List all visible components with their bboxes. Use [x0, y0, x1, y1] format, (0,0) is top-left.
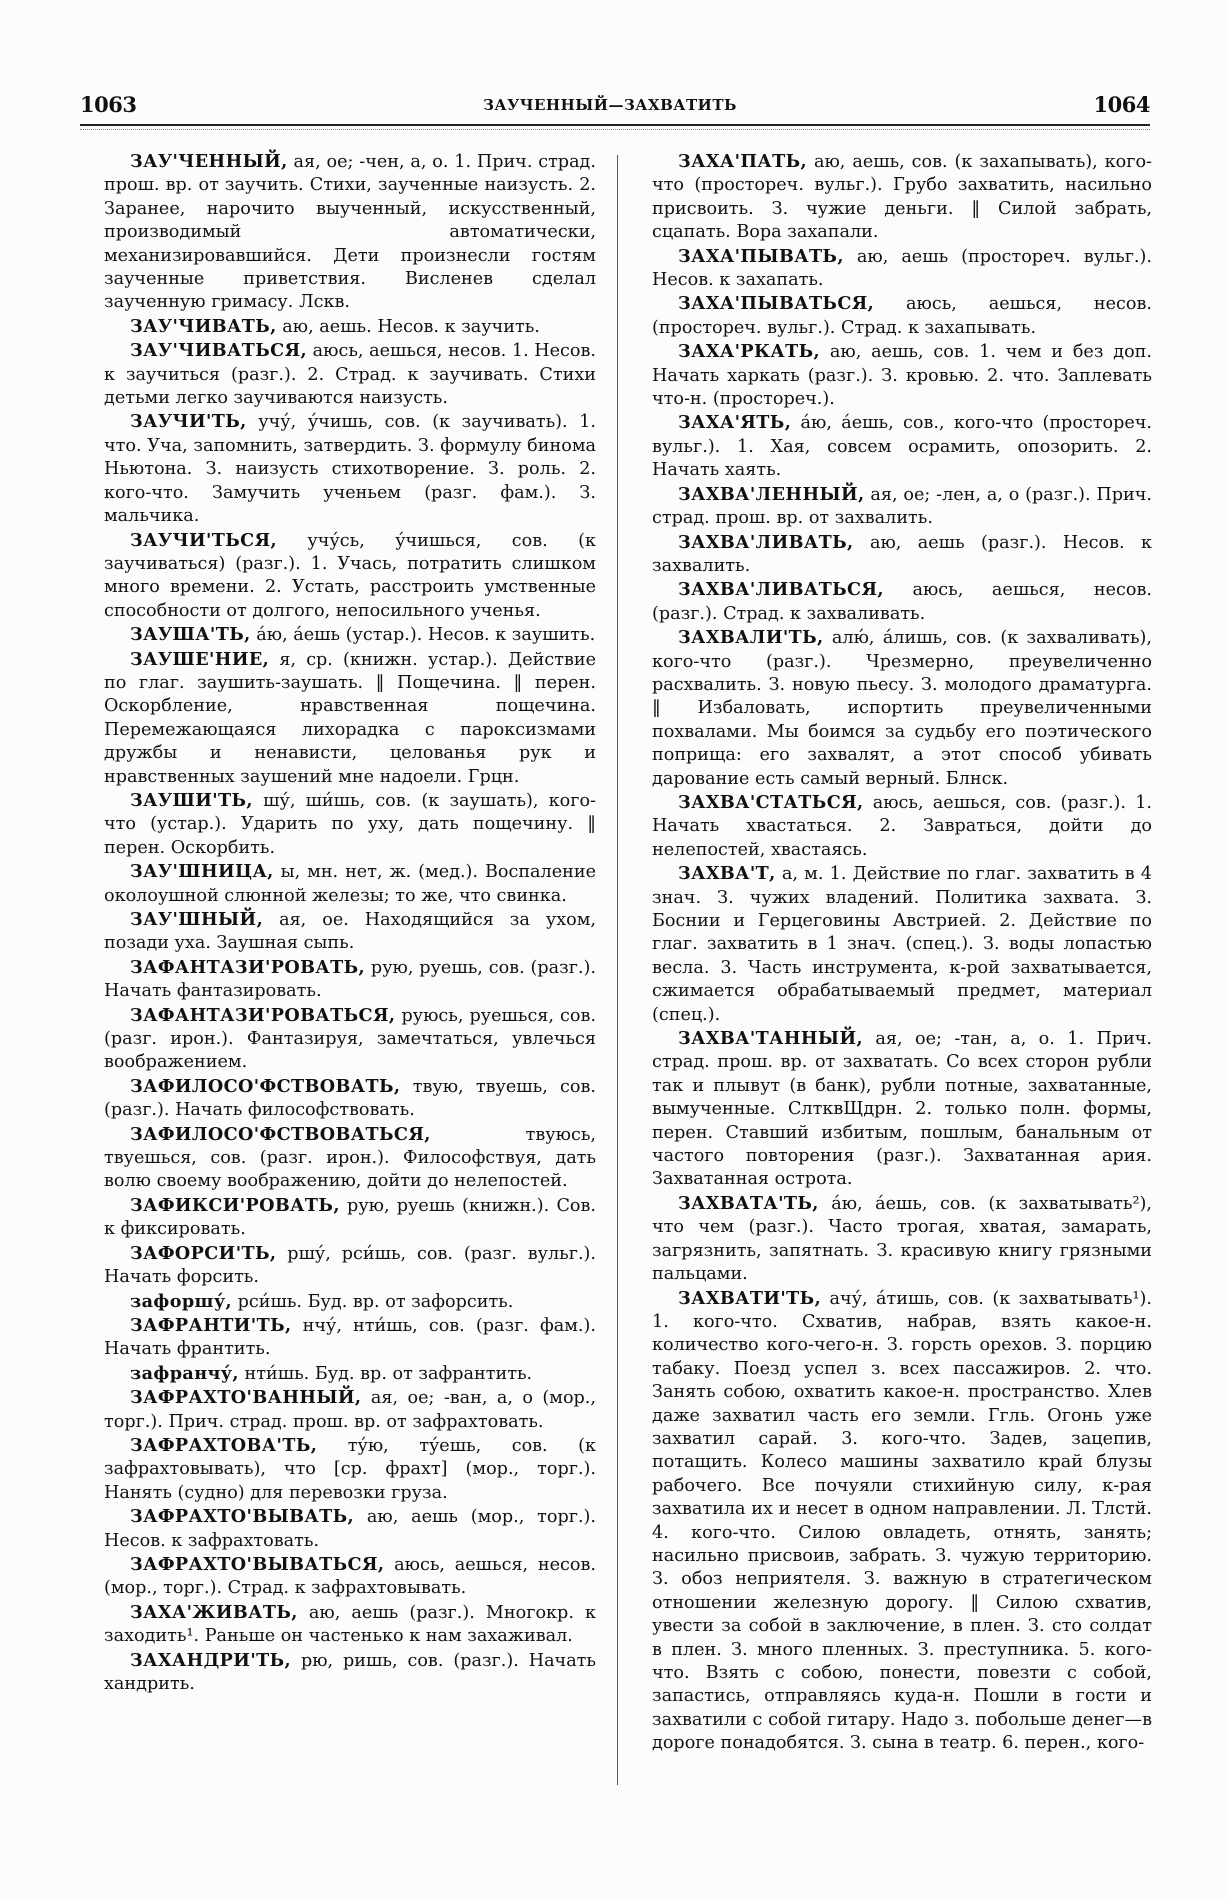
definition: аю, аешь (мор., торг.). Несов. к зафрахтовать. — [104, 1507, 596, 1551]
dictionary-entry — [104, 1242, 596, 1290]
headword: ЗАФРАХТОВА'ТЬ, — [130, 1434, 318, 1456]
headword: ЗАУЧИ'ТЬ, — [130, 411, 247, 433]
dictionary-entry — [104, 150, 596, 315]
definition: ая, ое; -лен, а, о (разг.). Прич. страд. прош. вр. от захвалить. — [652, 484, 1152, 529]
definition: аю, аешь, сов. (к захапывать), кого-что (простореч. вульг.). Грубо захватить, насильно присвоить. З. чужие деньги. ‖ Силой забрать, сцапать. Вора захапали. — [652, 152, 1152, 243]
dictionary-entry — [652, 483, 1152, 531]
dictionary-entry — [652, 862, 1152, 1027]
definition: ту́ю, ту́ешь, сов. (к зафрахтовывать), что [ср. фрахт] (мор., торг.). Нанять (судно) для перевозки груза. — [104, 1435, 596, 1503]
headword: ЗАУ'ШНЫЙ, — [130, 909, 264, 930]
headword: ЗАУША'ТЬ, — [130, 624, 251, 646]
dictionary-entry — [652, 411, 1152, 482]
definition: ршу́, рси́шь, сов. (разг. вульг.). Начать форсить. — [104, 1243, 596, 1288]
definition: аюсь, аешься, несов. 1. Несов. к заучиться (разг.). 2. Страд. к заучивать. Стихи детьми легко заучиваются наизусть. — [104, 341, 596, 409]
dictionary-entry — [652, 340, 1152, 411]
definition: ая, ое; -чен, а, о. 1. Прич. страд. прош. вр. от заучить. Стихи, заученные наизусть. 2. Заранее, нарочито выученный, искусственный, производимый автоматически, механизировавшийся. Дети произнесли гостям заученные приветствия. Висленев сделал заученную гримасу. Лскв. — [104, 152, 596, 313]
dictionary-entry — [652, 1287, 1152, 1756]
definition: ая, ое. Находящийся за ухом, позади уха. Заушная сыпь. — [104, 910, 596, 954]
dictionary-entry — [652, 245, 1152, 293]
headword: ЗАФАНТАЗИ'РОВАТЬ, — [130, 956, 366, 978]
headword: ЗАХВА'СТАТЬСЯ, — [678, 791, 864, 813]
headword: ЗАУШЕ'НИЕ, — [130, 648, 270, 670]
dictionary-entry — [104, 789, 596, 860]
dictionary-entry — [104, 956, 596, 1004]
headword: ЗАФАНТАЗИ'РОВАТЬСЯ, — [130, 1004, 396, 1026]
header-rule-dotted — [80, 129, 1150, 130]
page-number-right: 1064 — [1093, 92, 1150, 117]
headword: ЗАХА'ПЫВАТЬСЯ, — [678, 293, 875, 315]
definition: аю, аешь (простореч. вульг.). Несов. к захапать. — [652, 246, 1152, 291]
dictionary-entry — [104, 1290, 596, 1314]
dictionary-entry — [104, 1194, 596, 1242]
dictionary-entry — [104, 648, 596, 789]
running-head: ЗАУЧЕННЫЙ—ЗАХВАТИТЬ — [483, 96, 737, 114]
headword: ЗАФРАХТО'ВАННЫЙ, — [130, 1387, 362, 1409]
dictionary-entry — [652, 150, 1152, 245]
headword: ЗАУШИ'ТЬ, — [130, 789, 253, 811]
headword: ЗАХВАТА'ТЬ, — [678, 1192, 819, 1214]
definition: ачу́, а́тишь, сов. (к захватывать¹). 1. кого-что. Схватив, набрав, взять какое-н. количество кого-чего-н. З. горсть орехов. З. порцию табаку. Поезд успел з. всех пассажиров. 2. что. Занять собою, охватить какое-н. пространство. Хлев даже захватил часть его земли. Ггль. Огонь уже захватил сарай. 3. кого-что. Задев, зацепив, потащить. Колесо машины захватило край блузы рабочего. Все почуяли стихийную силу, к-рая захватила их и несет в одном направлении. Л. Тлстй. 4. кого-что. Силою овладеть, отнять, занять; насильно присвоив, забрать. З. чужую территорию. З. обоз неприятеля. З. важную в стратегическом отношении железную дорогу. ‖ Силою схватив, увести за собой в заключение, в плен. З. сто солдат в плен. З. много пленных. З. преступника. 5. кого-что. Взять с собою, понести, повезти с собой, запастись, отправляясь куда-н. Пошли в гости и захватили с собой гитару. Надо з. побольше денег—в дороге понадобятся. З. сына в театр. 6. перен., кого- — [652, 1288, 1152, 1754]
definition: аюсь, аешься, несов. (разг.). Страд. к захваливать. — [652, 580, 1152, 624]
dictionary-entry — [104, 529, 596, 624]
definition: твую, твуешь, сов. (разг.). Начать философствовать. — [104, 1076, 596, 1121]
definition: ы, мн. нет, ж. (мед.). Воспаление околоушной слюнной железы; то же, что свинка. — [104, 862, 596, 906]
header-rule — [80, 124, 1150, 126]
dictionary-entry — [104, 1434, 596, 1505]
definition: руюсь, руешься, сов. (разг. ирон.). Фантазируя, замечтаться, увлечься воображением. — [104, 1005, 596, 1073]
headword: ЗАФРАХТО'ВЫВАТЬСЯ, — [130, 1553, 385, 1575]
headword: ЗАФИКСИ'РОВАТЬ, — [130, 1194, 340, 1216]
definition: рси́шь. Буд. вр. от зафорсить. — [232, 1291, 514, 1312]
headword: ЗАФРАНТИ'ТЬ, — [130, 1314, 292, 1336]
definition: аюсь, аешься, сов. (разг.). 1. Начать хвастаться. 2. Завраться, дойти до нелепостей, хвастаясь. — [652, 792, 1152, 860]
definition: а́ю, а́ешь (устар.). Несов. к заушить. — [250, 625, 596, 646]
dictionary-entry — [104, 1123, 596, 1194]
dictionary-entry — [104, 908, 596, 956]
definition: рую, руешь (книжн.). Сов. к фиксировать. — [104, 1195, 596, 1240]
headword: ЗАУ'ЧЕННЫЙ, — [130, 151, 288, 172]
dictionary-entry — [104, 1649, 596, 1697]
definition: аю, аешь. Несов. к заучить. — [276, 316, 540, 337]
definition: аюсь, аешься, несов. (простореч. вульг.). Страд. к захапывать. — [652, 294, 1152, 338]
definition: учу́сь, у́чишься, сов. (к заучиваться) (разг.). 1. Учась, потратить слишком много времени. 2. Устать, расстроить умственные способности от долгого, непосильного ученья. — [104, 530, 596, 621]
definition: аю, аешь, сов. 1. чем и без доп. Начать харкать (разг.). З. кровью. 2. что. Заплевать что-н. (простореч.). — [652, 342, 1152, 410]
headword: ЗАХА'РКАТЬ, — [678, 341, 821, 363]
headword: ЗАФРАХТО'ВЫВАТЬ, — [130, 1506, 355, 1528]
dictionary-entry — [104, 1386, 596, 1434]
definition: шу́, ши́шь, сов. (к заушать), кого-что (устар.). Ударить по уху, дать пощечину. ‖ перен. Оскорбить. — [104, 790, 596, 858]
definition: ая, ое; -ван, а, о (мор., торг.). Прич. страд. прош. вр. от зафрахтовать. — [104, 1388, 596, 1432]
definition: рую, руешь, сов. (разг.). Начать фантазировать. — [104, 957, 596, 1002]
definition: алю́, а́лишь, сов. (к захваливать), кого-что (разг.). Чрезмерно, преувеличенно расхвалить. З. новую пьесу. З. молодого драматурга. ‖ Избаловать, испортить преувеличенными похвалами. Мы боимся за судьбу его поэтического поприща: его захвалят, а этот способ убивать дарование есть самый верный. Блнск. — [652, 628, 1152, 789]
page-header — [70, 92, 1150, 122]
headword: ЗАХВА'ТАННЫЙ, — [678, 1028, 864, 1050]
column-divider — [617, 155, 618, 1785]
headword: ЗАХА'ЯТЬ, — [678, 412, 792, 434]
dictionary-entry — [104, 1075, 596, 1123]
headword: зафранчу́, — [130, 1362, 239, 1384]
definition: твуюсь, твуешься, сов. (разг. ирон.). Философствуя, дать волю своему воображению, дойти до нелепостей. — [104, 1124, 596, 1192]
dictionary-entry — [652, 1027, 1152, 1192]
dictionary-entry — [104, 315, 596, 339]
left-column — [104, 150, 596, 1696]
dictionary-entry — [652, 791, 1152, 862]
dictionary-entry — [652, 578, 1152, 626]
dictionary-entry — [652, 531, 1152, 579]
dictionary-entry — [104, 339, 596, 410]
definition: ая, ое; -тан, а, о. 1. Прич. страд. прош. вр. от захватать. Со всех сторон рубли так и плывут (в банк), рубли потные, захватанные, вымученные. СлтквЩдрн. 2. только полн. формы, перен. Ставший избитым, пошлым, банальным от частого повторения (разг.). Захватанная ария. Захватанная острота. — [652, 1029, 1152, 1190]
dictionary-entry — [104, 1505, 596, 1553]
headword: ЗАУ'ЧИВАТЬСЯ, — [130, 340, 308, 362]
headword: ЗАФОРСИ'ТЬ, — [130, 1242, 277, 1264]
headword: ЗАХА'ПАТЬ, — [678, 151, 808, 172]
headword: ЗАХАНДРИ'ТЬ, — [130, 1649, 292, 1671]
definition: нчу́, нти́шь, сов. (разг. фам.). Начать франтить. — [104, 1315, 596, 1360]
dictionary-entry — [104, 410, 596, 528]
right-column — [652, 150, 1152, 1756]
definition: нти́шь. Буд. вр. от зафрантить. — [238, 1363, 533, 1384]
dictionary-entry — [652, 1192, 1152, 1287]
headword: ЗАУ'ШНИЦА, — [130, 861, 274, 883]
dictionary-entry — [104, 623, 596, 647]
headword: ЗАУЧИ'ТЬСЯ, — [130, 529, 278, 551]
dictionary-entry — [104, 1601, 596, 1649]
page-number-left: 1063 — [80, 92, 137, 117]
headword: ЗАХВА'Т, — [678, 863, 776, 885]
definition: аюсь, аешься, несов. (мор., торг.). Страд. к зафрахтовывать. — [104, 1554, 596, 1599]
headword: ЗАХА'ЖИВАТЬ, — [130, 1601, 298, 1623]
dictionary-entry — [104, 860, 596, 908]
headword: ЗАУ'ЧИВАТЬ, — [130, 315, 277, 337]
dictionary-entry — [652, 626, 1152, 791]
definition: аю, аешь (разг.). Несов. к захвалить. — [652, 532, 1152, 576]
definition: учу́, у́чишь, сов. (к заучивать). 1. что. Уча, запомнить, затвердить. З. формулу бинома Ньютона. З. наизусть стихотворение. З. роль. 2. кого-что. Замучить ученьем (разг. фам.). З. мальчика. — [104, 412, 596, 527]
dictionary-entry — [652, 292, 1152, 340]
headword: ЗАФИЛОСО'ФСТВОВАТЬСЯ, — [130, 1123, 431, 1145]
headword: ЗАХВАТИ'ТЬ, — [678, 1287, 822, 1309]
definition: рю, ришь, сов. (разг.). Начать хандрить. — [104, 1650, 596, 1694]
dictionary-entry — [104, 1553, 596, 1601]
headword: ЗАХВАЛИ'ТЬ, — [678, 627, 824, 649]
definition: а, м. 1. Действие по глаг. захватить в 4 знач. З. чужих владений. Политика захвата. З. Боснии и Герцеговины Австрией. 2. Действие по глаг. захватить в 1 знач. (спец.). З. воды лопастью весла. 3. Часть инструмента, к-рой захватывается, сжимается обрабатываемый предмет, материал (спец.). — [652, 864, 1152, 1025]
headword: ЗАХВА'ЛИВАТЬ, — [678, 531, 854, 553]
dictionary-entry — [104, 1362, 596, 1386]
headword: ЗАХА'ПЫВАТЬ, — [678, 245, 844, 267]
definition: аю, аешь (разг.). Многокр. к заходить¹. Раньше он частенько к нам захаживал. — [104, 1602, 596, 1647]
dictionary-entry — [104, 1004, 596, 1075]
dictionary-entry — [104, 1314, 596, 1362]
headword: ЗАХВА'ЛИВАТЬСЯ, — [678, 579, 884, 601]
definition: я, ср. (книжн. устар.). Действие по глаг. заушить-заушать. ‖ Пощечина. ‖ перен. Оскорбление, нравственная пощечина. Перемежающаяся лихорадка с пароксизмами дружбы и ненависти, целованья рук и нравственных заушений мне надоели. Грцн. — [104, 649, 596, 787]
headword: ЗАФИЛОСО'ФСТВОВАТЬ, — [130, 1075, 401, 1097]
headword: зафоршу́, — [130, 1290, 233, 1312]
definition: а́ю, а́ешь, сов. (к захватывать²), что чем (разг.). Часто трогая, хватая, замарать, загрязнить, запятнать. З. красивую книгу грязными пальцами. — [652, 1193, 1152, 1285]
definition: а́ю, а́ешь, сов., кого-что (простореч. вульг.). 1. Хая, совсем осрамить, опозорить. 2. Начать хаять. — [652, 413, 1152, 481]
headword: ЗАХВА'ЛЕННЫЙ, — [678, 483, 865, 505]
